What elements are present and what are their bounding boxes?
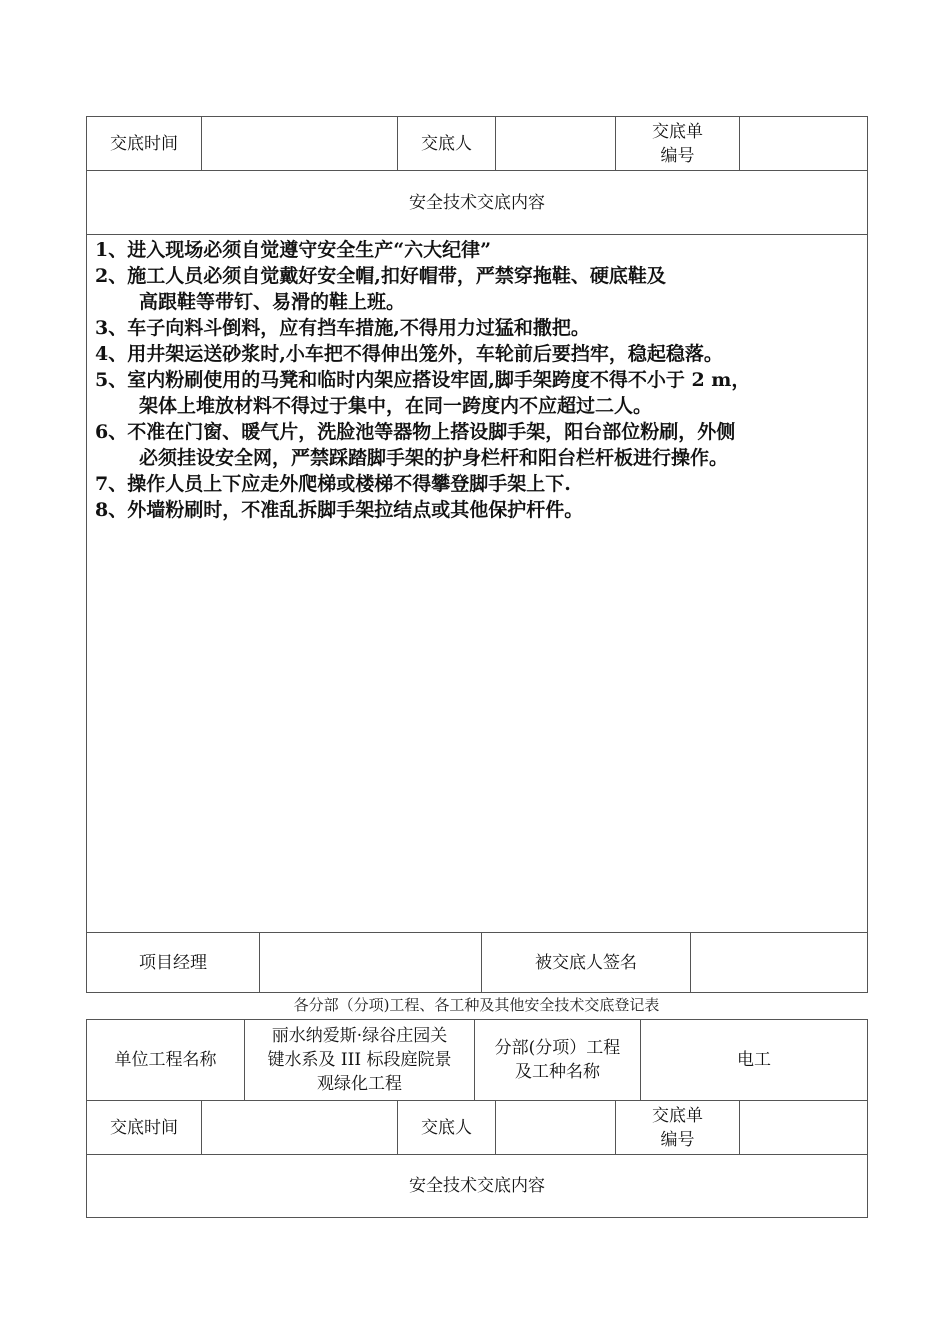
register-caption: 各分部（分项)工程、各工种及其他安全技术交底登记表 — [293, 996, 660, 1014]
lower-person-label: 交底人 — [398, 1101, 496, 1155]
person-label: 交底人 — [398, 117, 496, 171]
lower-number-value-cell[interactable] — [740, 1101, 868, 1155]
number-label-line2: 编号 — [660, 145, 695, 166]
safety-item-text: 7、操作人员上下应走外爬梯或楼梯不得攀登脚手架上下. — [95, 473, 571, 495]
safety-item-continuation: 架体上堆放材料不得过于集中，在同一跨度内不应超过二人。 — [139, 395, 653, 417]
safety-item — [95, 341, 867, 367]
safety-item-continuation: 必须挂设安全网，严禁踩踏脚手架的护身栏杆和阳台栏杆板进行操作。 — [139, 447, 729, 469]
date-label: 交底时间 — [87, 117, 202, 171]
sub-project-label — [475, 1020, 641, 1101]
safety-item-continuation: 高跟鞋等带钉、易滑的鞋上班。 — [139, 291, 406, 313]
safety-item — [95, 263, 867, 315]
sub-project-label-line1: 分部(分项）工程 — [494, 1038, 621, 1058]
safety-item — [95, 315, 867, 341]
lower-person-value-cell[interactable] — [496, 1101, 616, 1155]
unit-name-line1: 丽水纳爱斯·绿谷庄园关 — [271, 1026, 448, 1046]
safety-item-text: 5、室内粉刷使用的马凳和临时内架应搭设牢固,脚手架跨度不得不小于 2 m， — [95, 369, 751, 391]
lower-number-label-line2: 编号 — [660, 1129, 695, 1150]
person-value-cell[interactable] — [496, 117, 616, 171]
signature-table — [86, 932, 868, 993]
manager-label: 项目经理 — [87, 933, 260, 993]
safety-item-text: 6、不准在门窗、暖气片，洗脸池等器物上搭设脚手架，阳台部位粉刷，外侧 — [95, 421, 736, 443]
signee-label: 被交底人签名 — [482, 933, 691, 993]
unit-name-label: 单位工程名称 — [87, 1020, 245, 1101]
safety-item-text: 1、进入现场必须自觉遵守安全生产“六大纪律” — [95, 239, 492, 261]
safety-item — [95, 497, 867, 523]
unit-name-line3: 观绿化工程 — [317, 1074, 402, 1094]
lower-content-header: 安全技术交底内容 — [87, 1155, 868, 1218]
lower-number-label-line1: 交底单 — [652, 1105, 703, 1126]
signee-signature-cell[interactable] — [691, 933, 868, 993]
date-value-cell[interactable] — [202, 117, 398, 171]
manager-signature-cell[interactable] — [260, 933, 482, 993]
unit-name-line2: 键水系及 III 标段庭院景 — [267, 1050, 452, 1070]
safety-item-text: 4、用井架运送砂浆时,小车把不得伸出笼外，车轮前后要挡牢，稳起稳落。 — [95, 343, 723, 365]
sub-project-value: 电工 — [641, 1020, 868, 1101]
safety-item — [95, 471, 867, 497]
number-value-cell[interactable] — [740, 117, 868, 171]
lower-form-table — [86, 1019, 868, 1101]
content-header: 安全技术交底内容 — [87, 171, 868, 235]
safety-item-text: 3、车子向料斗倒料，应有挡车措施,不得用力过猛和撒把。 — [95, 317, 590, 339]
lower-number-label — [616, 1101, 740, 1155]
unit-name-value — [245, 1020, 475, 1101]
lower-details-table — [86, 1100, 868, 1218]
safety-item — [95, 367, 867, 419]
number-label — [616, 117, 740, 171]
lower-date-label: 交底时间 — [87, 1101, 202, 1155]
sub-project-label-line2: 及工种名称 — [515, 1062, 600, 1082]
number-label-line1: 交底单 — [652, 121, 703, 142]
lower-date-value-cell[interactable] — [202, 1101, 398, 1155]
safety-item — [95, 419, 867, 471]
content-body — [87, 235, 868, 933]
safety-item-text: 2、施工人员必须自觉戴好安全帽,扣好帽带，严禁穿拖鞋、硬底鞋及 — [95, 265, 666, 287]
safety-items-list — [87, 235, 867, 523]
safety-item-text: 8、外墙粉刷时，不准乱拆脚手架拉结点或其他保护杆件。 — [95, 499, 584, 521]
safety-item — [95, 237, 867, 263]
upper-form-table — [86, 116, 868, 933]
